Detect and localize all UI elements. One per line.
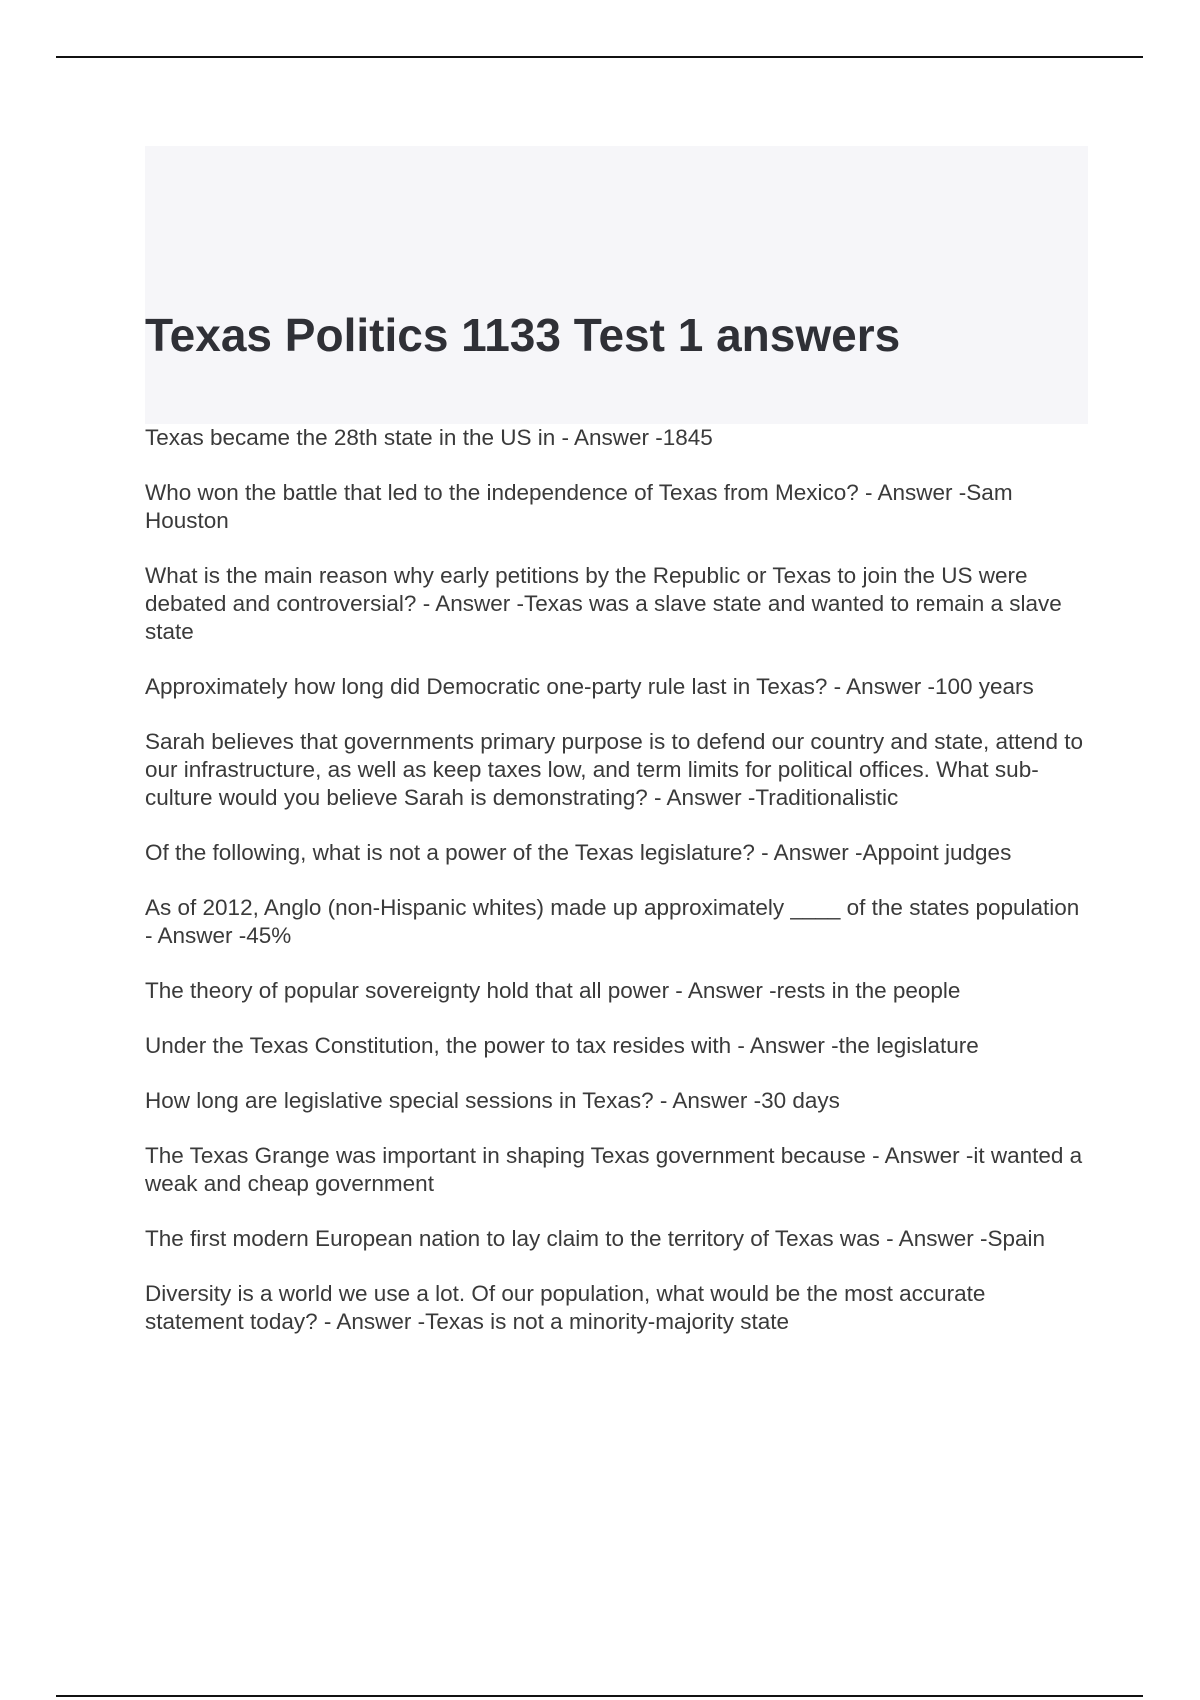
title-banner bbox=[145, 146, 1088, 424]
qa-item: Approximately how long did Democratic one-party rule last in Texas? - Answer -100 years bbox=[145, 674, 1034, 699]
qa-item: The theory of popular sovereignty hold that all power - Answer -rests in the people bbox=[145, 978, 961, 1003]
question-answer-list bbox=[145, 424, 1090, 1363]
qa-item: Diversity is a world we use a lot. Of our population, what would be the most accurate statement today? - Answer -Texas is not a minority-majority state bbox=[145, 1281, 986, 1334]
qa-item: Texas became the 28th state in the US in - Answer -1845 bbox=[145, 425, 713, 450]
qa-item: Under the Texas Constitution, the power to tax resides with - Answer -the legislature bbox=[145, 1033, 979, 1058]
qa-item: How long are legislative special sessions in Texas? - Answer -30 days bbox=[145, 1088, 840, 1113]
bottom-divider bbox=[56, 1695, 1143, 1697]
top-divider bbox=[56, 56, 1143, 58]
qa-item: What is the main reason why early petitions by the Republic or Texas to join the US were debated and controversial? - Answer -Texas was a slave state and wanted to remain a slave state bbox=[145, 563, 1062, 644]
qa-item: The Texas Grange was important in shaping Texas government because - Answer -it wanted a weak and cheap government bbox=[145, 1143, 1083, 1196]
qa-item: Of the following, what is not a power of the Texas legislature? - Answer -Appoint judges bbox=[145, 840, 1012, 865]
qa-item: The first modern European nation to lay claim to the territory of Texas was - Answer -Spain bbox=[145, 1226, 1045, 1251]
qa-item: Sarah believes that governments primary purpose is to defend our country and state, attend to our infrastructure, as well as keep taxes low, and term limits for political offices. What sub-culture would you believe Sarah is demonstrating? - Answer -Traditionalistic bbox=[145, 729, 1084, 810]
qa-item: Who won the battle that led to the independence of Texas from Mexico? - Answer -Sam Houston bbox=[145, 480, 1013, 533]
page-title: Texas Politics 1133 Test 1 answers bbox=[145, 309, 901, 361]
qa-item: As of 2012, Anglo (non-Hispanic whites) made up approximately ____ of the states population - Answer -45% bbox=[145, 895, 1080, 948]
